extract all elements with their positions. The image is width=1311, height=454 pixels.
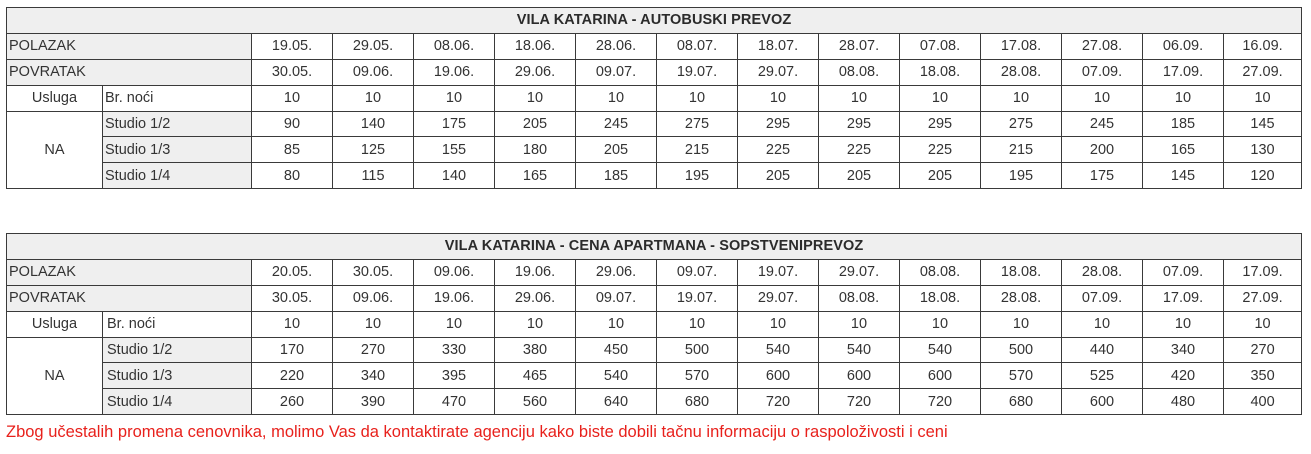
price-value: 140: [333, 111, 414, 137]
price-value: 205: [900, 163, 981, 189]
return-date: 19.07.: [657, 285, 738, 311]
price-value: 600: [738, 363, 819, 389]
departure-date: 29.05.: [333, 33, 414, 59]
title-row: [7, 234, 1302, 260]
price-value: 560: [495, 389, 576, 415]
return-date: 08.08.: [819, 59, 900, 85]
price-value: 600: [819, 363, 900, 389]
price-value: 205: [495, 111, 576, 137]
price-value: 295: [738, 111, 819, 137]
price-value: 195: [981, 163, 1062, 189]
departure-date: 07.08.: [900, 33, 981, 59]
price-value: 130: [1224, 137, 1302, 163]
return-date: 17.09.: [1143, 59, 1224, 85]
price-value: 170: [252, 337, 333, 363]
table-title: VILA KATARINA - AUTOBUSKI PREVOZ: [7, 8, 1302, 34]
room-type-label: Studio 1/2: [103, 337, 252, 363]
price-value: 270: [333, 337, 414, 363]
price-value: 720: [900, 389, 981, 415]
departure-date: 28.07.: [819, 33, 900, 59]
return-date: 07.09.: [1062, 285, 1143, 311]
nights-value: 10: [1143, 311, 1224, 337]
price-value: 500: [981, 337, 1062, 363]
price-value: 525: [1062, 363, 1143, 389]
departure-date: 29.06.: [576, 259, 657, 285]
departure-date: 16.09.: [1224, 33, 1302, 59]
departure-date: 08.06.: [414, 33, 495, 59]
return-date: 29.06.: [495, 59, 576, 85]
price-value: 540: [819, 337, 900, 363]
departure-row: [7, 33, 1302, 59]
price-value: 220: [252, 363, 333, 389]
departure-date: 18.06.: [495, 33, 576, 59]
return-label: POVRATAK: [7, 285, 252, 311]
departure-date: 18.08.: [981, 259, 1062, 285]
return-label: POVRATAK: [7, 59, 252, 85]
return-row: [7, 285, 1302, 311]
nights-value: 10: [981, 85, 1062, 111]
nights-value: 10: [738, 311, 819, 337]
title-row: [7, 8, 1302, 34]
price-row: [7, 137, 1302, 163]
departure-date: 19.07.: [738, 259, 819, 285]
price-value: 215: [981, 137, 1062, 163]
price-value: 120: [1224, 163, 1302, 189]
price-value: 90: [252, 111, 333, 137]
nights-row: [7, 85, 1302, 111]
price-value: 85: [252, 137, 333, 163]
price-value: 450: [576, 337, 657, 363]
return-date: 08.08.: [819, 285, 900, 311]
price-value: 225: [738, 137, 819, 163]
price-value: 720: [738, 389, 819, 415]
departure-date: 18.07.: [738, 33, 819, 59]
price-value: 400: [1224, 389, 1302, 415]
nights-value: 10: [1224, 311, 1302, 337]
price-value: 205: [819, 163, 900, 189]
price-value: 180: [495, 137, 576, 163]
departure-date: 08.07.: [657, 33, 738, 59]
nights-value: 10: [819, 85, 900, 111]
price-value: 245: [576, 111, 657, 137]
price-value: 215: [657, 137, 738, 163]
price-value: 390: [333, 389, 414, 415]
return-date: 29.06.: [495, 285, 576, 311]
nights-value: 10: [738, 85, 819, 111]
price-value: 205: [738, 163, 819, 189]
return-date: 29.07.: [738, 285, 819, 311]
service-type: NA: [7, 337, 103, 415]
departure-date: 17.09.: [1224, 259, 1302, 285]
departure-date: 20.05.: [252, 259, 333, 285]
price-value: 465: [495, 363, 576, 389]
price-value: 175: [414, 111, 495, 137]
price-value: 295: [900, 111, 981, 137]
departure-date: 08.08.: [900, 259, 981, 285]
return-date: 30.05.: [252, 285, 333, 311]
departure-date: 09.07.: [657, 259, 738, 285]
price-value: 115: [333, 163, 414, 189]
nights-value: 10: [414, 85, 495, 111]
departure-date: 19.05.: [252, 33, 333, 59]
price-value: 80: [252, 163, 333, 189]
nights-value: 10: [252, 311, 333, 337]
service-label: Usluga: [7, 85, 103, 111]
price-value: 225: [819, 137, 900, 163]
price-value: 205: [576, 137, 657, 163]
service-type: NA: [7, 111, 103, 189]
return-date: 27.09.: [1224, 285, 1302, 311]
price-value: 680: [657, 389, 738, 415]
price-value: 680: [981, 389, 1062, 415]
price-value: 275: [981, 111, 1062, 137]
departure-date: 07.09.: [1143, 259, 1224, 285]
price-value: 295: [819, 111, 900, 137]
price-row: [7, 337, 1302, 363]
departure-row: [7, 259, 1302, 285]
own-transport-price-table: [6, 233, 1302, 415]
return-date: 18.08.: [900, 59, 981, 85]
return-row: [7, 59, 1302, 85]
price-value: 275: [657, 111, 738, 137]
price-value: 185: [1143, 111, 1224, 137]
price-value: 260: [252, 389, 333, 415]
nights-value: 10: [252, 85, 333, 111]
return-date: 30.05.: [252, 59, 333, 85]
return-date: 09.06.: [333, 59, 414, 85]
departure-date: 17.08.: [981, 33, 1062, 59]
price-value: 380: [495, 337, 576, 363]
nights-value: 10: [1062, 311, 1143, 337]
nights-value: 10: [900, 85, 981, 111]
price-value: 600: [900, 363, 981, 389]
nights-value: 10: [576, 311, 657, 337]
return-date: 09.06.: [333, 285, 414, 311]
departure-date: 06.09.: [1143, 33, 1224, 59]
price-value: 200: [1062, 137, 1143, 163]
price-value: 350: [1224, 363, 1302, 389]
price-row: [7, 111, 1302, 137]
return-date: 29.07.: [738, 59, 819, 85]
price-value: 480: [1143, 389, 1224, 415]
return-date: 19.06.: [414, 285, 495, 311]
disclaimer-note: Zbog učestalih promena cenovnika, molimo Vas da kontaktirate agenciju kako biste dobili tačnu informaciju o raspoloživosti i ceni: [6, 423, 948, 441]
nights-value: 10: [900, 311, 981, 337]
departure-label: POLAZAK: [7, 33, 252, 59]
price-value: 245: [1062, 111, 1143, 137]
nights-value: 10: [657, 85, 738, 111]
return-date: 19.07.: [657, 59, 738, 85]
nights-value: 10: [1143, 85, 1224, 111]
price-value: 720: [819, 389, 900, 415]
price-value: 155: [414, 137, 495, 163]
room-type-label: Studio 1/3: [103, 363, 252, 389]
price-value: 270: [1224, 337, 1302, 363]
departure-label: POLAZAK: [7, 259, 252, 285]
table-title: VILA KATARINA - CENA APARTMANA - SOPSTVENIPREVOZ: [7, 234, 1302, 260]
room-type-label: Studio 1/4: [103, 389, 252, 415]
nights-label: Br. noći: [103, 311, 252, 337]
return-date: 19.06.: [414, 59, 495, 85]
price-value: 340: [333, 363, 414, 389]
price-value: 145: [1224, 111, 1302, 137]
departure-date: 09.06.: [414, 259, 495, 285]
price-value: 540: [738, 337, 819, 363]
price-value: 440: [1062, 337, 1143, 363]
price-value: 185: [576, 163, 657, 189]
price-value: 640: [576, 389, 657, 415]
departure-date: 28.08.: [1062, 259, 1143, 285]
departure-date: 29.07.: [819, 259, 900, 285]
return-date: 28.08.: [981, 285, 1062, 311]
price-value: 570: [981, 363, 1062, 389]
departure-date: 19.06.: [495, 259, 576, 285]
price-value: 470: [414, 389, 495, 415]
price-value: 340: [1143, 337, 1224, 363]
nights-value: 10: [981, 311, 1062, 337]
departure-date: 30.05.: [333, 259, 414, 285]
return-date: 09.07.: [576, 285, 657, 311]
nights-value: 10: [1224, 85, 1302, 111]
price-value: 225: [900, 137, 981, 163]
price-row: [7, 389, 1302, 415]
price-value: 175: [1062, 163, 1143, 189]
price-value: 540: [900, 337, 981, 363]
nights-value: 10: [819, 311, 900, 337]
return-date: 09.07.: [576, 59, 657, 85]
price-value: 500: [657, 337, 738, 363]
nights-value: 10: [495, 311, 576, 337]
room-type-label: Studio 1/2: [103, 111, 252, 137]
price-value: 540: [576, 363, 657, 389]
price-value: 395: [414, 363, 495, 389]
nights-value: 10: [576, 85, 657, 111]
price-value: 195: [657, 163, 738, 189]
service-label: Usluga: [7, 311, 103, 337]
price-value: 600: [1062, 389, 1143, 415]
return-date: 28.08.: [981, 59, 1062, 85]
nights-value: 10: [495, 85, 576, 111]
return-date: 27.09.: [1224, 59, 1302, 85]
room-type-label: Studio 1/3: [103, 137, 252, 163]
return-date: 18.08.: [900, 285, 981, 311]
price-value: 125: [333, 137, 414, 163]
price-value: 140: [414, 163, 495, 189]
nights-row: [7, 311, 1302, 337]
price-value: 420: [1143, 363, 1224, 389]
nights-value: 10: [414, 311, 495, 337]
return-date: 17.09.: [1143, 285, 1224, 311]
room-type-label: Studio 1/4: [103, 163, 252, 189]
price-row: [7, 363, 1302, 389]
bus-transport-price-table: [6, 7, 1302, 189]
nights-value: 10: [1062, 85, 1143, 111]
departure-date: 27.08.: [1062, 33, 1143, 59]
price-row: [7, 163, 1302, 189]
nights-label: Br. noći: [103, 85, 252, 111]
price-value: 165: [1143, 137, 1224, 163]
departure-date: 28.06.: [576, 33, 657, 59]
price-value: 330: [414, 337, 495, 363]
nights-value: 10: [333, 311, 414, 337]
price-value: 165: [495, 163, 576, 189]
nights-value: 10: [657, 311, 738, 337]
price-value: 570: [657, 363, 738, 389]
nights-value: 10: [333, 85, 414, 111]
price-value: 145: [1143, 163, 1224, 189]
return-date: 07.09.: [1062, 59, 1143, 85]
